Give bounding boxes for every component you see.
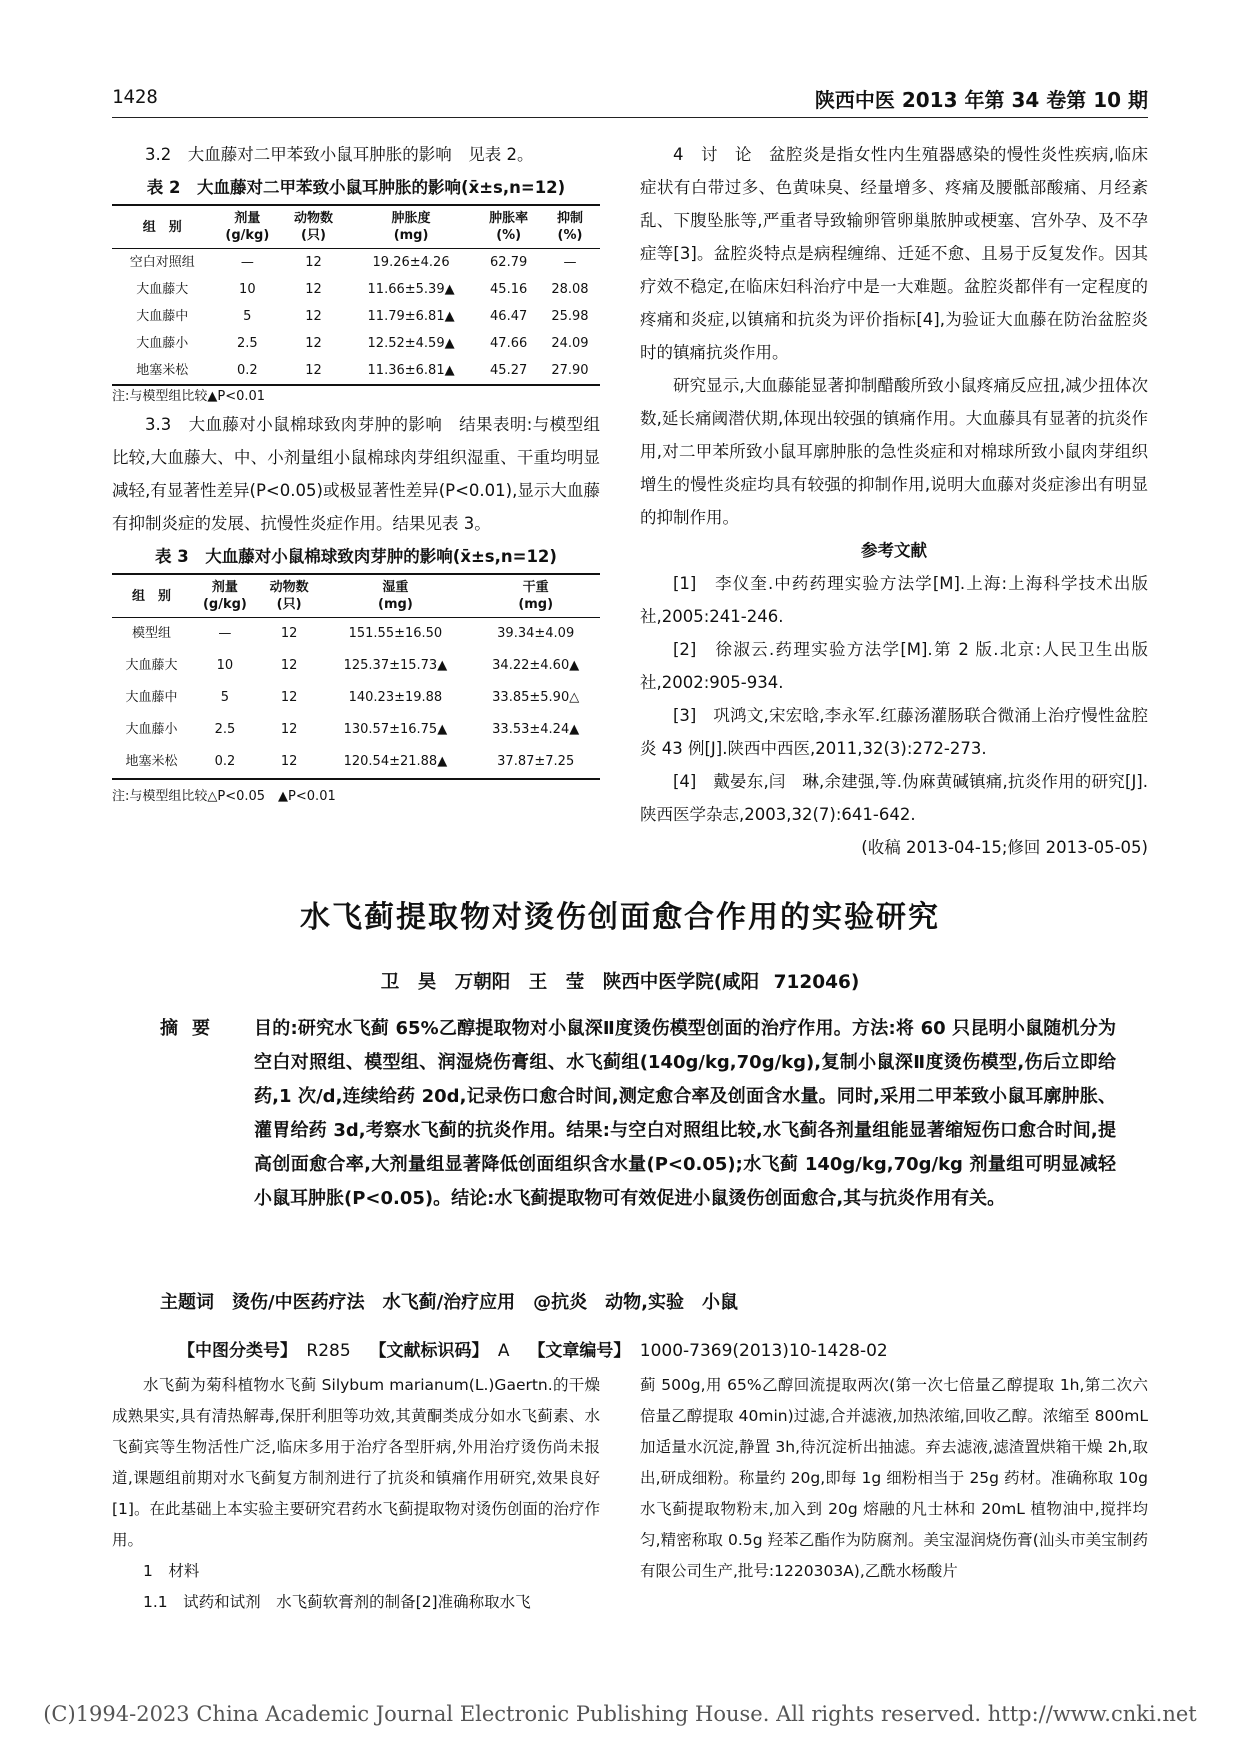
table-row: [112, 303, 600, 330]
table-row: [112, 618, 600, 651]
table-cell: 46.47: [490, 309, 528, 324]
t3-header-cell: 剂量 (g/kg): [191, 574, 259, 618]
received-date: (收稿 2013-04-15;修回 2013-05-05): [861, 838, 1148, 857]
doc-code-value: A: [497, 1341, 510, 1361]
table-row: [112, 249, 600, 277]
table-cell: 25.98: [551, 309, 589, 324]
table-cell: 11.79±6.81▲: [367, 309, 455, 324]
table-cell: 2.5: [236, 336, 258, 351]
article-number-value: 1000-7369(2013)10-1428-02: [639, 1341, 888, 1361]
table-cell: 地塞米松: [112, 357, 212, 385]
section-3-3-text: 3.3 大血藤对小鼠棉球致肉芽肿的影响 结果表明:与模型组比较,大血藤大、中、小剂量组小鼠棉球肉芽组织湿重、干重均明显减轻,有显著性差异(P<0.05)或极显著性差异(P<0.01),显示大血藤有抑制炎症的发展、抗慢性炎症作用。结果见表 3。: [112, 415, 600, 533]
table-cell: 12: [305, 309, 322, 324]
table-cell: 0.2: [191, 746, 259, 779]
table-cell: 151.55±16.50: [348, 626, 443, 641]
table-cell: 大血藤大: [125, 658, 178, 673]
table-cell: 12: [305, 255, 322, 270]
table-row: [112, 650, 600, 682]
reference-2: [2] 徐淑云.药理实验方法学[M].第 2 版.北京:人民卫生出版社,2002:905-934.: [640, 640, 1148, 692]
page-number: 1428: [112, 86, 158, 108]
materials-heading: 1 材料: [143, 1562, 200, 1580]
table-cell: 地塞米松: [112, 746, 191, 779]
table-row: [112, 330, 600, 357]
body-right-column: [640, 1370, 1148, 1587]
table-cell: 12: [259, 746, 320, 779]
keywords: 主题词 烫伤/中医药疗法 水飞蓟/治疗应用 @抗炎 动物,实验 小鼠: [160, 1292, 738, 1313]
table-cell: 12.52±4.59▲: [367, 336, 455, 351]
table-cell: 34.22±4.60▲: [492, 658, 580, 673]
table-cell: 33.53±4.24▲: [492, 722, 580, 737]
table-cell: 33.85±5.90△: [492, 690, 580, 705]
preparation-paragraph: 蓟 500g,用 65%乙醇回流提取两次(第一次七倍量乙醇提取 1h,第二次六倍量乙醇提取 40min)过滤,合并滤液,加热浓缩,回收乙醇。浓缩至 800mL 加适量水沉淀,静置 3h,待沉淀析出抽滤。弃去滤液,滤渣置烘箱干燥 2h,取出,研成细粉。称量约 20g,即每 1g 细粉相当于 25g 药材。准确称取 10g 水飞蓟提取物粉末,加入到 20g 熔融的凡士林和 20mL 植物油中,搅拌均匀,精密称取 0.5g 羟苯乙酯作为防腐剂。美宝湿润烧伤膏(汕头市美宝制药有限公司生产,批号:1220303A),乙酰水杨酸片: [640, 1376, 1148, 1580]
table-3: [112, 573, 600, 780]
table-cell: 130.57±16.75▲: [343, 722, 448, 737]
table-cell: 大血藤小: [136, 336, 189, 351]
doc-code-label: 【文献标识码】: [369, 1341, 489, 1361]
table-cell: 12: [280, 658, 298, 673]
discussion-paragraph-1: 4 讨 论 盆腔炎是指女性内生殖器感染的慢性炎性疾病,临床症状有白带过多、色黄味臭、经量增多、疼痛及腰骶部酸痛、月经紊乱、下腹坠胀等,严重者导致输卵管卵巢脓肿或梗塞、宫外孕、及不孕症等[3]。盆腔炎特点是病程缠绵、迁延不愈、且易于反复发作。因其疗效不稳定,在临床妇科治疗中是一大难题。盆腔炎都伴有一定程度的疼痛和炎症,以镇痛和抗炎为评价指标[4],为验证大血藤在防治盆腔炎时的镇痛抗炎作用。: [640, 145, 1148, 362]
table-2-caption: 表 2 大血藤对二甲苯致小鼠耳肿胀的影响(x̄±s,n=12): [146, 178, 566, 197]
table-cell: —: [218, 626, 232, 641]
table-cell: 10: [239, 282, 256, 297]
abstract-text: 目的:研究水飞蓟 65%乙醇提取物对小鼠深Ⅱ度烫伤模型创面的治疗作用。方法:将 60 只昆明小鼠随机分为空白对照组、模型组、润湿烧伤膏组、水飞蓟组(140g/kg,70g/kg),复制小鼠深Ⅱ度烫伤模型,伤后立即给药,1 次/d,连续给药 20d,记录伤口愈合时间,测定愈合率及创面含水量。同时,采用二甲苯致小鼠耳廓肿胀、灌胃给药 3d,考察水飞蓟的抗炎作用。结果:与空白对照组比较,水飞蓟各剂量组能显著缩短伤口愈合时间,提高创面愈合率,大剂量组显著降低创面组织含水量(P<0.05);水飞蓟 140g/kg,70g/kg 剂量组可明显减轻小鼠耳肿胀(P<0.05)。结论:水飞蓟提取物可有效促进小鼠烫伤创面愈合,其与抗炎作用有关。: [254, 1018, 1116, 1209]
body-left-column: [112, 1370, 600, 1618]
table-cell: 5: [220, 690, 230, 705]
table-cell: 11.36±6.81▲: [345, 357, 478, 385]
table-cell: 大血藤中: [136, 309, 189, 324]
t2-header-cell: 抑制 (%): [540, 205, 600, 249]
table-cell: 5: [243, 309, 252, 324]
intro-paragraph: 水飞蓟为菊科植物水飞蓟 Silybum marianum(L.)Gaertn.的干燥成熟果实,具有清热解毒,保肝利胆等功效,其黄酮类成分如水飞蓟素、水飞蓟宾等生物活性广泛,临床多用于治疗各型肝病,外用治疗烫伤尚未报道,课题组前期对水飞蓟复方制剂进行了抗炎和镇痛作用研究,效果良好[1]。在此基础上本实验主要研究君药水飞蓟提取物对烫伤创面的治疗作用。: [112, 1376, 600, 1549]
table-cell: 12: [280, 690, 298, 705]
clc-label: 【中图分类号】: [178, 1341, 297, 1361]
table-cell: 空白对照组: [129, 255, 195, 270]
table-cell: 11.66±5.39▲: [367, 282, 455, 297]
t3-header-cell: 干重 (mg): [471, 574, 600, 618]
t2-header-cell: 剂量 (g/kg): [212, 205, 282, 249]
right-column: [640, 138, 1148, 864]
table-cell: 24.09: [551, 336, 589, 351]
table-2-note: 注:与模型组比较▲P<0.01: [112, 389, 266, 404]
discussion-paragraph-2: 研究显示,大血藤能显著抑制醋酸所致小鼠疼痛反应扭,减少扭体次数,延长痛阈潜伏期,体现出较强的镇痛作用。大血藤具有显著的抗炎作用,对二甲苯所致小鼠耳廓肿胀的急性炎症和对棉球所致小鼠肉芽组织增生的慢性炎症均具有较强的抑制作用,说明大血藤对炎症渗出有明显的抑制作用。: [640, 376, 1148, 527]
table-cell: —: [563, 255, 577, 270]
table-cell: 12: [280, 722, 298, 737]
table-row: [112, 714, 600, 746]
t2-header-cell: 肿胀率 (%): [477, 205, 540, 249]
table-cell: 12: [280, 626, 298, 641]
table-cell: 12: [282, 357, 345, 385]
t3-header-cell: 湿重 (mg): [319, 574, 471, 618]
table-row: [112, 357, 600, 385]
table-row: [112, 276, 600, 303]
abstract-label: 摘要: [160, 1018, 224, 1039]
materials-1-1: 1.1 试药和试剂 水飞蓟软膏剂的制备[2]准确称取水飞: [143, 1593, 531, 1611]
table-cell: 19.26±4.26: [372, 255, 450, 270]
reference-4: [4] 戴晏东,闫 琳,余建强,等.伪麻黄碱镇痛,抗炎作用的研究[J].陕西医学杂志,2003,32(7):641-642.: [640, 772, 1148, 824]
classification-line: [178, 1336, 888, 1361]
article-title: 水飞蓟提取物对烫伤创面愈合作用的实验研究: [300, 900, 940, 935]
table-3-note: 注:与模型组比较△P<0.05 ▲P<0.01: [112, 789, 336, 804]
t3-header-cell: 组 别: [112, 574, 191, 618]
table-cell: 125.37±15.73▲: [343, 658, 448, 673]
table-cell: 28.08: [551, 282, 589, 297]
table-cell: 140.23±19.88: [348, 690, 443, 705]
table-cell: 大血藤大: [136, 282, 189, 297]
t3-header-cell: 动物数 (只): [259, 574, 320, 618]
table-cell: 37.87±7.25: [471, 746, 600, 779]
header-rule: [112, 117, 1148, 118]
table-cell: 12: [305, 336, 322, 351]
journal-header: 陕西中医 2013 年第 34 卷第 10 期: [814, 88, 1148, 112]
table-cell: 45.27: [477, 357, 540, 385]
table-row: [112, 746, 600, 779]
reference-3: [3] 巩鸿文,宋宏晗,李永军.红藤汤灌肠联合微涌上治疗慢性盆腔炎 43 例[J].陕西中西医,2011,32(3):272-273.: [640, 706, 1148, 758]
copyright-footer: (C)1994-2023 China Academic Journal Electronic Publishing House. All rights reserved. http://www.cnki.net: [43, 1702, 1197, 1726]
t2-header-cell: 动物数 (只): [282, 205, 345, 249]
table-cell: 62.79: [490, 255, 528, 270]
table-cell: 120.54±21.88▲: [319, 746, 471, 779]
table-cell: 0.2: [212, 357, 282, 385]
section-3-2-heading: 3.2 大血藤对二甲苯致小鼠耳肿胀的影响 见表 2。: [145, 145, 534, 164]
table-cell: 大血藤小: [125, 722, 178, 737]
abstract-block: [160, 1012, 1116, 1216]
t2-header-cell: 组 别: [112, 205, 212, 249]
table-cell: 模型组: [132, 626, 172, 641]
references-heading: 参考文献: [861, 541, 927, 560]
table-cell: 大血藤中: [125, 690, 178, 705]
article-authors: 卫 昊 万朝阳 王 莹 陕西中医学院(咸阳 712046): [380, 972, 860, 993]
table-cell: —: [240, 255, 254, 270]
table-cell: 45.16: [490, 282, 528, 297]
table-cell: 2.5: [214, 722, 236, 737]
table-cell: 12: [305, 282, 322, 297]
article-number-label: 【文章编号】: [528, 1341, 631, 1361]
table-3-caption: 表 3 大血藤对小鼠棉球致肉芽肿的影响(x̄±s,n=12): [155, 547, 557, 566]
reference-1: [1] 李仪奎.中药药理实验方法学[M].上海:上海科学技术出版社,2005:241-246.: [640, 574, 1148, 626]
clc-value: R285: [306, 1341, 351, 1361]
table-cell: 10: [216, 658, 234, 673]
table-cell: 39.34±4.09: [497, 626, 575, 641]
table-2: [112, 204, 600, 386]
table-cell: 47.66: [490, 336, 528, 351]
table-cell: 27.90: [540, 357, 600, 385]
table-row: [112, 682, 600, 714]
t2-header-cell: 肿胀度 (mg): [345, 205, 478, 249]
left-column: [112, 138, 600, 808]
